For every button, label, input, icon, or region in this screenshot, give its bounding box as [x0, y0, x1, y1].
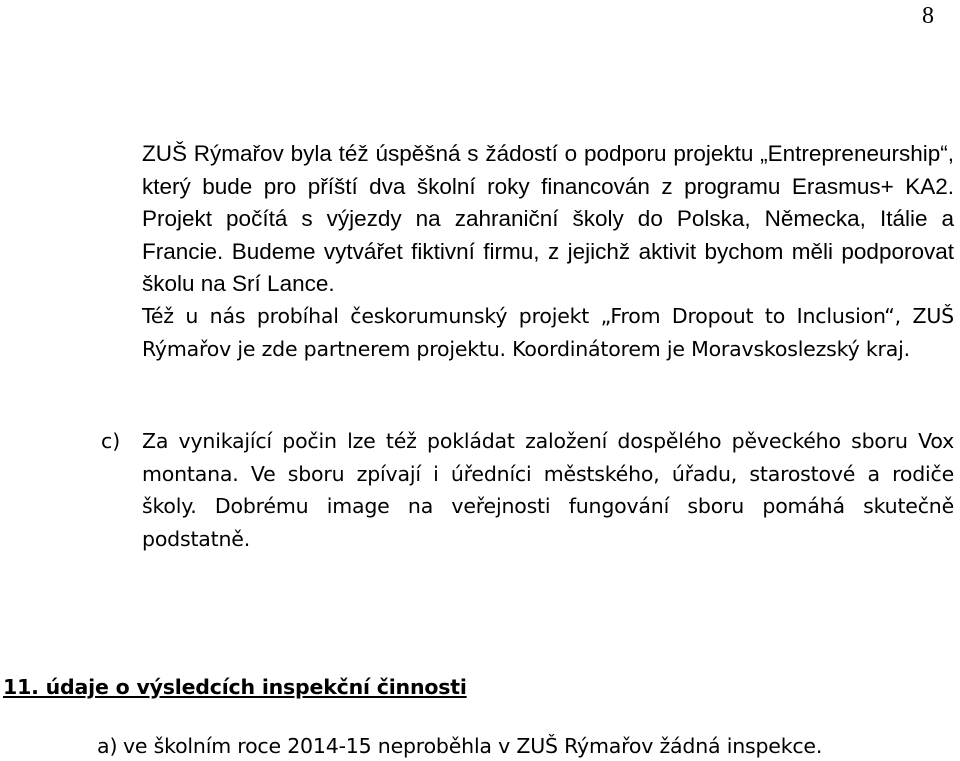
page-number: 8	[922, 3, 934, 29]
paragraph-vox-montana-choir: Za vynikající počin lze též pokládat založení dospělého pěveckého sboru Vox montana. Ve sboru zpívají i úředníci městského, úřadu, starostové a rodiče školy. Dobrému image na veřejnosti fungování sboru pomáhá skutečně podstatně.	[142, 429, 954, 551]
section-heading-inspection: 11. údaje o výsledcích inspekční činnosti	[3, 675, 467, 699]
paragraph-erasmus-project: ZUŠ Rýmařov byla též úspěšná s žádostí o podporu projektu „Entrepreneurship“, který bude pro příští dva školní roky financován z programu Erasmus+ KA2. Projekt počítá s výjezdy na zahraniční školy do Polska, Německa, Itálie a Francie. Budeme vytvářet fiktivní firmu, z jejichž aktivit bychom měli podporovat školu na Srí Lance.	[142, 141, 954, 296]
list-marker-c: c)	[101, 429, 121, 453]
list-marker-a: a)	[97, 734, 118, 758]
inspection-item-text: ve školním roce 2014-15 neproběhla v ZUŠ Rýmařov žádná inspekce.	[123, 734, 823, 758]
paragraph-dropout-project: Též u nás probíhal českorumunský projekt „From Dropout to Inclusion“, ZUŠ Rýmařov je zde partnerem projektu. Koordinátorem je Moravskoslezský kraj.	[142, 304, 954, 361]
